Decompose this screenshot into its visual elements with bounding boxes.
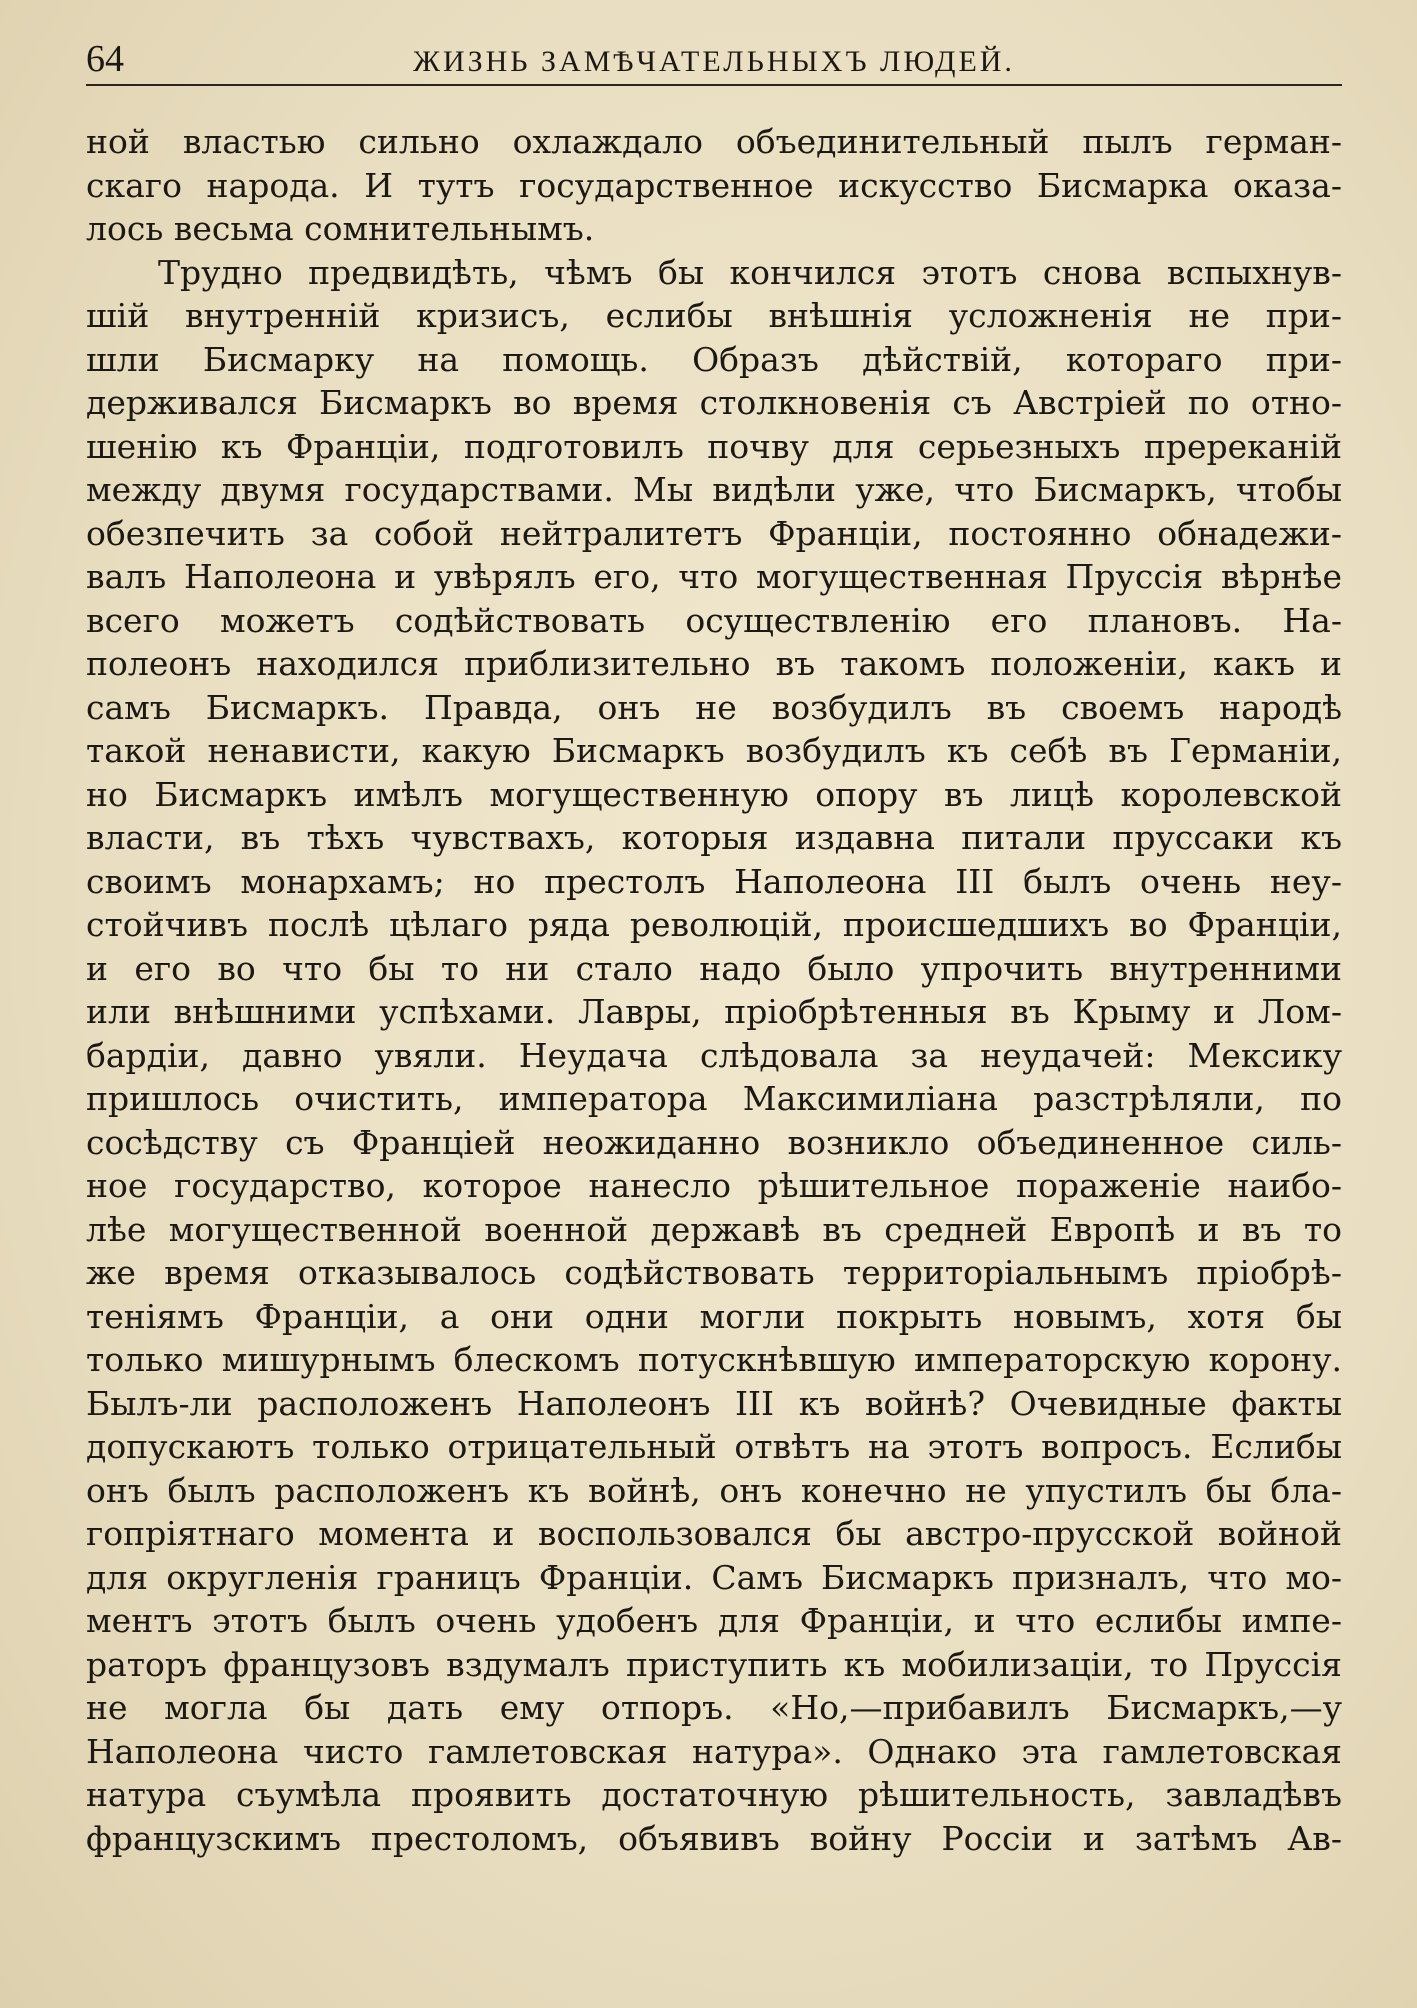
text-line: сосѣдству съ Франціей неожиданно возникло объединенное силь-: [86, 1122, 1342, 1162]
text-line: для округленія границъ Франціи. Самъ Бисмаркъ призналъ, что мо-: [86, 1557, 1342, 1597]
text-line: своимъ монархамъ; но престолъ Наполеона III былъ очень неу-: [86, 861, 1342, 901]
text-line: же время отказывалось содѣйствовать территоріальнымъ пріобрѣ-: [86, 1253, 1342, 1292]
text-line: ной властью сильно охлаждало объединительный пылъ герман-: [86, 122, 1342, 161]
text-line: не могла бы дать ему отпоръ. «Но,—прибавилъ Бисмаркъ,—у: [86, 1688, 1342, 1727]
text-line: полеонъ находился приблизительно въ такомъ положеніи, какъ и: [86, 644, 1342, 683]
text-line: стойчивъ послѣ цѣлаго ряда революцій, происшедшихъ во Франціи,: [86, 905, 1342, 944]
text-line: лось весьма сомнительнымъ.: [86, 209, 595, 248]
text-line: и его во что бы то ни стало надо было упрочить внутренними: [86, 948, 1342, 988]
text-line: Трудно предвидѣть, чѣмъ бы кончился этотъ снова вспыхнув-: [158, 252, 1342, 292]
text-line: лѣе могущественной военной державѣ въ средней Европѣ и въ то: [86, 1209, 1342, 1249]
text-line: всего можетъ содѣйствовать осуществленію его плановъ. На-: [86, 600, 1342, 640]
text-line: такой ненависти, какую Бисмаркъ возбудилъ къ себѣ въ Германіи,: [86, 731, 1342, 770]
text-line: обезпечить за собой нейтралитетъ Франціи, постоянно обнадежи-: [86, 513, 1342, 553]
text-line: раторъ французовъ вздумалъ приступить къ мобилизаціи, то Пруссія: [86, 1644, 1342, 1684]
text-line: держивался Бисмаркъ во время столкновенія съ Австріей по отно-: [86, 383, 1342, 422]
text-line: онъ былъ расположенъ къ войнѣ, онъ конечно не упустилъ бы бла-: [86, 1470, 1342, 1510]
page-header: [86, 30, 1342, 90]
text-line: натура съумѣла проявить достаточную рѣшительность, завладѣвъ: [86, 1775, 1342, 1814]
text-line: гопріятнаго момента и воспользовался бы австро-прусской войной: [86, 1514, 1342, 1553]
text-line: теніямъ Франціи, а они одни могли покрыть новымъ, хотя бы: [86, 1296, 1342, 1336]
text-line: валъ Наполеона и увѣрялъ его, что могущественная Пруссія вѣрнѣе: [86, 557, 1342, 596]
text-line: ное государство, которое нанесло рѣшительное пораженіе наибо-: [86, 1166, 1342, 1205]
text-line: пришлось очистить, императора Максимиліана разстрѣляли, по: [86, 1079, 1342, 1118]
text-line: бардіи, давно увяли. Неудача слѣдовала за неудачей: Мексику: [86, 1035, 1342, 1075]
text-line: шли Бисмарку на помощь. Образъ дѣйствій, котораго при-: [86, 339, 1342, 379]
text-line: скаго народа. И тутъ государственное искусство Бисмарка оказа-: [86, 165, 1342, 205]
text-line: французскимъ престоломъ, объявивъ войну Россіи и затѣмъ Ав-: [86, 1818, 1342, 1858]
text-line: допускаютъ только отрицательный отвѣтъ на этотъ вопросъ. Еслибы: [86, 1427, 1342, 1466]
header-rule: [86, 84, 1342, 86]
text-line: Былъ-ли расположенъ Наполеонъ III къ войнѣ? Очевидные факты: [86, 1383, 1342, 1423]
running-title: ЖИЗНЬ ЗАМѢЧАТЕЛЬНЫХЪ ЛЮДЕЙ.: [413, 45, 1015, 78]
text-line: самъ Бисмаркъ. Правда, онъ не возбудилъ въ своемъ народѣ: [86, 687, 1342, 727]
text-line: или внѣшними успѣхами. Лавры, пріобрѣтенныя въ Крыму и Лом-: [86, 992, 1342, 1031]
text-line: но Бисмаркъ имѣлъ могущественную опору въ лицѣ королевской: [86, 774, 1342, 814]
text-line: шій внутренній кризисъ, еслибы внѣшнія усложненія не при-: [86, 296, 1342, 335]
body-text: [86, 120, 1342, 1860]
text-line: Наполеона чисто гамлетовская натура». Однако эта гамлетовская: [86, 1731, 1342, 1771]
text-line: ментъ этотъ былъ очень удобенъ для Франціи, и что еслибы импе-: [86, 1601, 1342, 1640]
text-line: власти, въ тѣхъ чувствахъ, которыя издавна питали пруссаки къ: [86, 818, 1342, 857]
page-number: 64: [86, 38, 124, 80]
text-line: только мишурнымъ блескомъ потускнѣвшую императорскую корону.: [86, 1340, 1342, 1379]
text-line: между двумя государствами. Мы видѣли уже, что Бисмаркъ, чтобы: [86, 470, 1342, 509]
text-line: шенію къ Франціи, подготовилъ почву для серьезныхъ пререканій: [86, 426, 1342, 466]
